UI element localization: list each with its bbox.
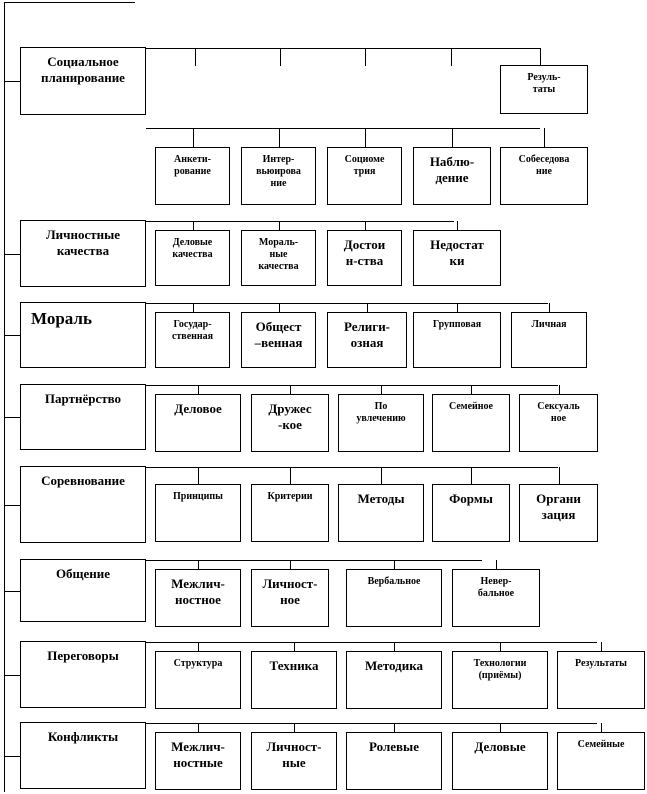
child-box-6-0 (155, 651, 241, 709)
child-box-7-3 (452, 732, 548, 790)
category-box-0-label: Социальное планирование (41, 54, 125, 85)
child-box-4-3 (432, 484, 510, 542)
child-box-1-2-label: Достои н-ства (343, 237, 386, 268)
child-box-3-3-label: Семейное (449, 401, 493, 412)
child-box-0-4 (500, 147, 588, 205)
bus-top-0 (146, 48, 540, 49)
child-box-6-0-label: Структура (173, 658, 223, 669)
child-box-7-1 (251, 732, 337, 790)
child-box-4-1-label: Критерии (267, 491, 313, 502)
child-box-7-3-label: Деловые (474, 739, 526, 754)
drop-4-1 (290, 467, 291, 484)
child-box-0-3-label: Наблю- дение (429, 154, 475, 185)
child-box-2-4 (511, 312, 587, 368)
drop-top-0-1 (280, 48, 281, 66)
bus-3 (146, 385, 558, 386)
child-box-2-2 (327, 312, 407, 368)
child-box-3-0-label: Деловое (174, 401, 222, 416)
drop-4-3 (471, 467, 472, 484)
main-spine (4, 2, 5, 792)
child-box-1-3 (413, 230, 501, 286)
child-box-0-0 (155, 147, 230, 205)
category-box-1-label: Личностные качества (45, 227, 121, 258)
child-box-5-0 (155, 569, 241, 627)
bus-5 (146, 560, 482, 561)
drop-7-2 (394, 723, 395, 732)
spine-connector-2 (4, 335, 20, 336)
drop-4-0 (198, 467, 199, 484)
child-box-2-3 (413, 312, 501, 368)
child-box-5-2 (346, 569, 442, 627)
drop-6-1 (294, 642, 295, 651)
child-box-4-2 (338, 484, 424, 542)
drop-3-4 (559, 385, 560, 394)
drop-5-3 (496, 560, 497, 569)
bus-0 (146, 128, 540, 129)
spine-connector-6 (4, 675, 20, 676)
drop-0-0 (193, 128, 194, 147)
top-child-box-0-0-label: Резуль- таты (527, 72, 561, 95)
child-box-3-1-label: Дружес -кое (268, 401, 312, 432)
drop-5-1 (290, 560, 291, 569)
child-box-5-0-label: Межлич- ностное (171, 576, 225, 607)
spine-connector-4 (4, 505, 20, 506)
spine-connector-1 (4, 254, 20, 255)
child-box-2-1 (241, 312, 316, 368)
child-box-7-4-label: Семейные (577, 739, 625, 750)
drop-3-1 (290, 385, 291, 394)
category-box-7-label: Конфликты (47, 729, 119, 744)
child-box-6-3-label: Технологии (приёмы) (473, 658, 527, 681)
child-box-3-1 (251, 394, 329, 452)
drop-top-0-3 (451, 48, 452, 66)
child-box-3-4-label: Сексуаль ное (537, 401, 580, 424)
drop-5-0 (198, 560, 199, 569)
drop-4-2 (381, 467, 382, 484)
drop-6-4 (601, 642, 602, 651)
top-child-box-0-0 (500, 65, 588, 114)
drop-6-3 (500, 642, 501, 651)
child-box-7-2-label: Ролевые (369, 739, 419, 754)
child-box-2-3-label: Групповая (432, 319, 482, 330)
category-box-5 (20, 559, 146, 622)
child-box-5-1-label: Личност- ное (262, 576, 318, 607)
child-box-2-1-label: Общест –венная (254, 319, 303, 350)
child-box-2-0 (155, 312, 230, 368)
drop-0-2 (365, 128, 366, 147)
spine-connector-5 (4, 591, 20, 592)
child-box-3-4 (519, 394, 598, 452)
drop-1-3 (457, 221, 458, 230)
child-box-6-4-label: Результаты (575, 658, 627, 669)
child-box-4-1 (251, 484, 329, 542)
child-box-4-0-label: Принципы (173, 491, 223, 502)
drop-7-4 (601, 723, 602, 732)
drop-3-2 (381, 385, 382, 394)
child-box-4-2-label: Методы (357, 491, 405, 506)
child-box-7-0 (155, 732, 241, 790)
child-box-1-0 (155, 230, 230, 286)
spine-connector-3 (4, 417, 20, 418)
drop-2-2 (367, 303, 368, 312)
drop-0-1 (279, 128, 280, 147)
category-box-6-label: Переговоры (47, 648, 119, 663)
child-box-0-1-label: Интер- вьюирова ние (256, 154, 301, 189)
bus-7 (146, 723, 597, 724)
category-box-3-label: Партнёрство (44, 391, 122, 406)
child-box-6-3 (452, 651, 548, 709)
child-box-3-2 (338, 394, 424, 452)
drop-6-2 (394, 642, 395, 651)
drop-0-3 (452, 128, 453, 147)
child-box-0-4-label: Собеседова ние (518, 154, 570, 177)
drop-2-3 (457, 303, 458, 312)
child-box-7-4 (557, 732, 645, 790)
category-box-5-label: Общение (55, 566, 111, 581)
child-box-4-4-label: Органи зация (536, 491, 581, 522)
drop-top-0-4 (540, 48, 541, 65)
category-box-4-label: Соревнование (41, 473, 125, 488)
category-box-4 (20, 466, 146, 543)
child-box-6-1 (251, 651, 337, 709)
child-box-5-2-label: Вербальное (367, 576, 421, 587)
drop-top-0-2 (365, 48, 366, 66)
child-box-3-3 (432, 394, 510, 452)
bus-6 (146, 642, 597, 643)
child-box-0-2 (327, 147, 402, 205)
child-box-2-2-label: Религи- озная (343, 319, 391, 350)
child-box-5-1 (251, 569, 329, 627)
child-box-6-2 (346, 651, 442, 709)
drop-top-0-0 (195, 48, 196, 66)
child-box-6-2-label: Методика (364, 658, 424, 673)
child-box-0-0-label: Анкети- рование (174, 154, 211, 177)
child-box-5-3 (452, 569, 540, 627)
child-box-1-0-label: Деловые качества (172, 237, 213, 260)
child-box-6-1-label: Техника (269, 658, 319, 673)
drop-3-0 (198, 385, 199, 394)
category-box-0 (20, 47, 146, 115)
drop-5-2 (394, 560, 395, 569)
drop-1-2 (365, 221, 366, 230)
child-box-4-3-label: Формы (449, 491, 493, 506)
child-box-0-2-label: Социоме трия (344, 154, 385, 177)
child-box-1-2 (327, 230, 402, 286)
child-box-0-3 (413, 147, 491, 205)
drop-2-0 (193, 303, 194, 312)
child-box-5-3-label: Невер- бальное (477, 576, 515, 599)
child-box-1-1 (241, 230, 316, 286)
top-rule (4, 2, 135, 3)
drop-7-3 (500, 723, 501, 732)
drop-7-0 (198, 723, 199, 732)
category-box-1 (20, 220, 146, 287)
drop-4-4 (559, 467, 560, 484)
category-box-2-label: Мораль (31, 309, 92, 328)
bus-4 (146, 467, 558, 468)
category-box-7 (20, 722, 146, 789)
child-box-0-1 (241, 147, 316, 205)
drop-0-4 (544, 128, 545, 147)
child-box-1-3-label: Недостат ки (430, 237, 484, 268)
category-box-2 (20, 302, 146, 368)
child-box-2-0-label: Государ- ственная (171, 319, 214, 342)
child-box-7-0-label: Межлич- ностные (171, 739, 225, 770)
child-box-2-4-label: Личная (531, 319, 567, 330)
child-box-4-0 (155, 484, 241, 542)
drop-1-1 (279, 221, 280, 230)
child-box-3-0 (155, 394, 241, 452)
child-box-1-1-label: Мораль- ные качества (258, 237, 299, 272)
child-box-3-2-label: По увлечению (356, 401, 406, 424)
child-box-7-1-label: Личност- ные (266, 739, 322, 770)
drop-6-0 (198, 642, 199, 651)
category-box-6 (20, 641, 146, 708)
drop-1-0 (193, 221, 194, 230)
drop-2-1 (279, 303, 280, 312)
category-box-3 (20, 384, 146, 450)
child-box-4-4 (519, 484, 598, 542)
child-box-6-4 (557, 651, 645, 709)
drop-2-4 (549, 303, 550, 312)
child-box-7-2 (346, 732, 442, 790)
spine-connector-0 (4, 81, 20, 82)
drop-3-3 (471, 385, 472, 394)
spine-connector-7 (4, 756, 20, 757)
drop-7-1 (294, 723, 295, 732)
bus-2 (146, 303, 548, 304)
